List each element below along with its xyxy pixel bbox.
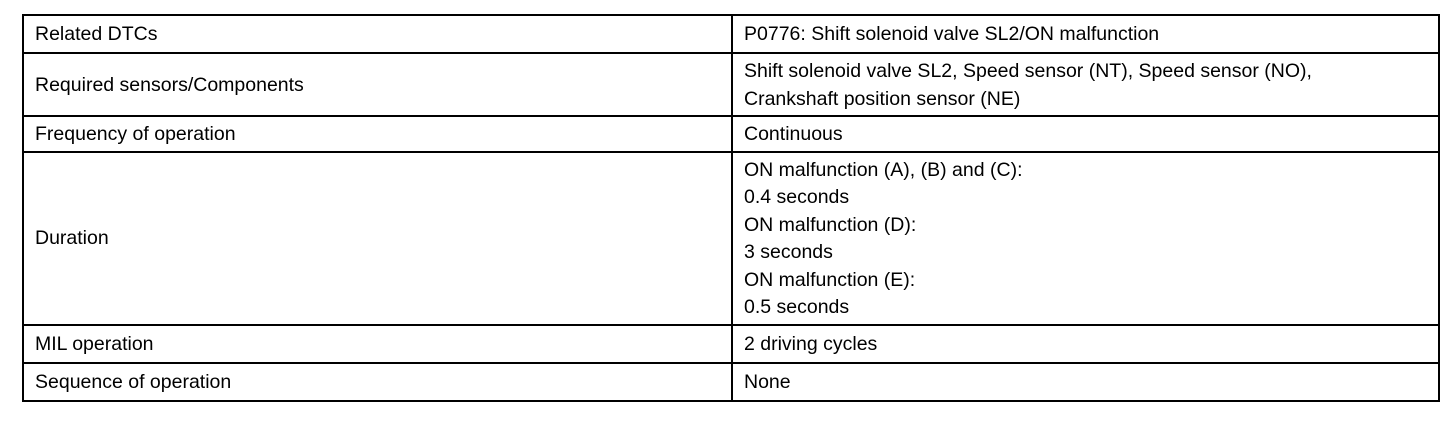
value-line: Shift solenoid valve SL2, Speed sensor (NT), Speed sensor (NO), <box>744 60 1312 82</box>
row-label-sequence: Sequence of operation <box>23 363 732 401</box>
value-line: 3 seconds <box>744 241 833 263</box>
value-line: ON malfunction (A), (B) and (C): <box>744 158 1023 181</box>
row-label-duration: Duration <box>23 152 732 325</box>
value-line: 0.5 seconds <box>744 296 850 318</box>
row-label-required-sensors: Required sensors/Components <box>23 53 732 116</box>
value-line: 2 driving cycles <box>744 332 878 355</box>
value-line: ON malfunction (D): <box>744 213 917 236</box>
table-row-required-sensors <box>23 53 1439 116</box>
value-line: 0.4 seconds <box>744 186 850 208</box>
table-row-frequency <box>23 116 1439 152</box>
table-row-sequence <box>23 363 1439 401</box>
value-line: Continuous <box>744 123 843 145</box>
row-value-frequency <box>732 116 1439 152</box>
row-value-duration <box>732 152 1439 325</box>
table-row-duration <box>23 152 1439 325</box>
value-line: ON malfunction (E): <box>744 268 916 291</box>
monitor-spec-table <box>22 14 1440 402</box>
row-value-required-sensors <box>732 53 1439 116</box>
row-label-frequency: Frequency of operation <box>23 116 732 152</box>
table-row-mil-operation <box>23 325 1439 363</box>
row-value-related-dtcs <box>732 15 1439 53</box>
table-row-related-dtcs <box>23 15 1439 53</box>
row-value-mil-operation <box>732 325 1439 363</box>
row-value-sequence <box>732 363 1439 401</box>
value-line: P0776: Shift solenoid valve SL2/ON malfunction <box>744 23 1160 46</box>
row-label-related-dtcs: Related DTCs <box>23 15 732 53</box>
value-line: None <box>744 370 791 393</box>
row-label-mil-operation: MIL operation <box>23 325 732 363</box>
value-line: Crankshaft position sensor (NE) <box>744 87 1021 110</box>
